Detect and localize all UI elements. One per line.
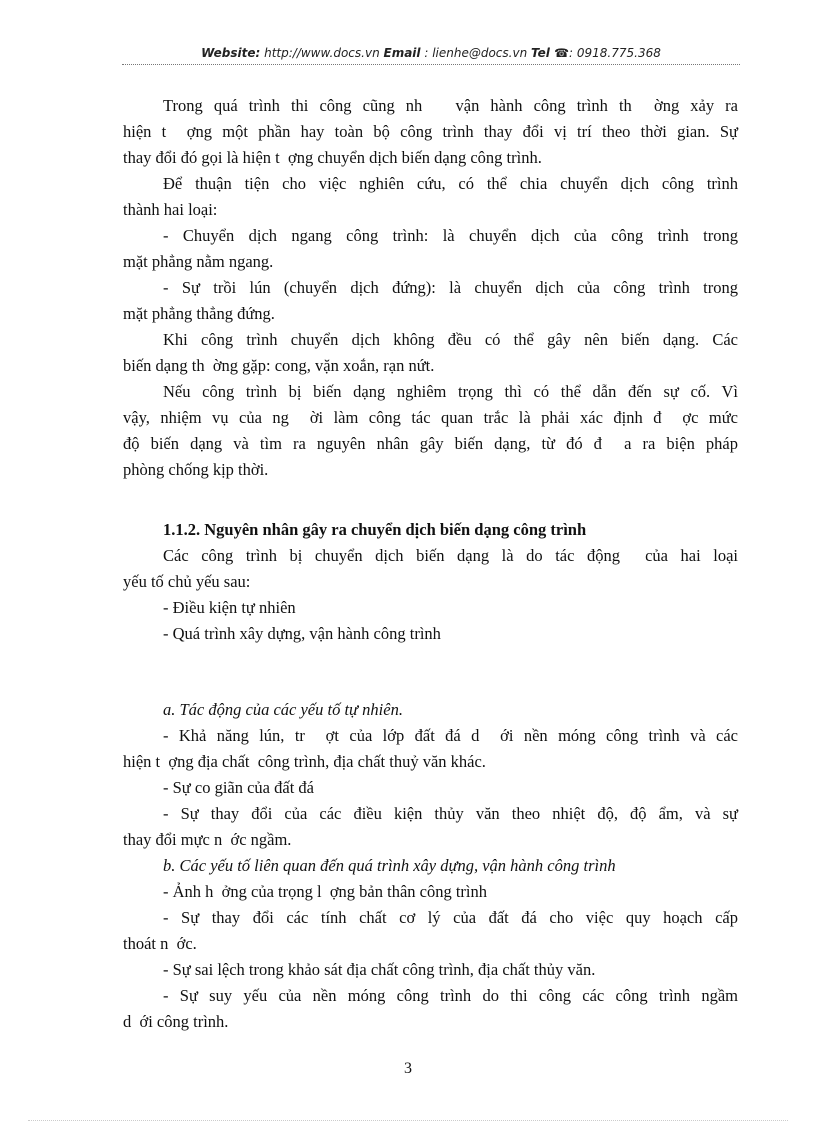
text-line: - Ảnh h ởng của trọng l ợng bản thân công trình: [163, 882, 488, 901]
document-body: [123, 93, 738, 1035]
text-line: mặt phẳng thẳng đứng.: [123, 304, 275, 323]
text-line: hiện t ợng một phần hay toàn bộ công trình thay đổi vị trí theo thời gian. Sự: [123, 122, 738, 141]
spacer: [163, 647, 738, 697]
text-line: yếu tố chủ yếu sau:: [123, 572, 251, 591]
text-line: Trong quá trình thi công cũng nh vận hành công trình th ờng xảy ra: [163, 96, 738, 115]
text-line: thành hai loại:: [123, 200, 218, 219]
text-line: - Sự suy yếu của nền móng công trình do thi công các công trình ngầm: [163, 986, 738, 1005]
paragraph-block-4: [123, 879, 738, 1035]
text-line: Để thuận tiện cho việc nghiên cứu, có thể chia chuyển dịch công trình: [163, 174, 738, 193]
text-line: Khi công trình chuyển dịch không đều có thể gây nên biến dạng. Các: [163, 330, 738, 349]
section-heading: 1.1.2. Nguyên nhân gây ra chuyển dịch biến dạng công trình: [163, 520, 587, 539]
text-line: thay đổi mực n ớc ngầm.: [123, 830, 292, 849]
text-line: - Khả năng lún, tr ợt của lớp đất đá d ới nền móng công trình và các: [163, 726, 738, 745]
text-line: độ biến dạng và tìm ra nguyên nhân gây biến dạng, từ đó đ a ra biện pháp: [123, 434, 738, 453]
email-value: : lienhe@docs.vn: [420, 46, 531, 60]
text-line: phòng chống kịp thời.: [123, 460, 269, 479]
page-number: 3: [404, 1060, 412, 1077]
footer-divider: [28, 1120, 788, 1121]
text-line: - Quá trình xây dựng, vận hành công trình: [163, 624, 441, 643]
text-line: - Sự trồi lún (chuyển dịch đứng): là chuyển dịch của công trình trong: [163, 278, 738, 297]
tel-label: Tel ☎: [531, 46, 570, 60]
paragraph-block-2: [123, 543, 738, 647]
page-header: [122, 46, 740, 60]
email-label: Email: [383, 46, 421, 60]
text-line: - Sự sai lệch trong khảo sát địa chất công trình, địa chất thủy văn.: [163, 960, 596, 979]
text-line: - Sự thay đổi của các điều kiện thủy văn theo nhiệt độ, độ ẩm, và sự: [163, 804, 738, 823]
website-value: http://www.docs.vn: [260, 46, 384, 60]
text-line: vậy, nhiệm vụ của ng ời làm công tác quan trắc là phải xác định đ ợc mức: [123, 408, 738, 427]
text-line: Nếu công trình bị biến dạng nghiêm trọng thì có thể dẫn đến sự cố. Vì: [163, 382, 738, 401]
subheading-a: a. Tác động của các yếu tố tự nhiên.: [163, 700, 403, 719]
paragraph-block-3: [123, 723, 738, 853]
subheading-b: b. Các yếu tố liên quan đến quá trình xây dựng, vận hành công trình: [163, 856, 616, 875]
text-line: mặt phẳng nằm ngang.: [123, 252, 274, 271]
header-divider: [122, 64, 740, 65]
text-line: - Sự thay đổi các tính chất cơ lý của đất đá cho việc quy hoạch cấp: [163, 908, 738, 927]
text-line: Các công trình bị chuyển dịch biến dạng là do tác động của hai loại: [163, 546, 738, 565]
text-line: thay đổi đó gọi là hiện t ợng chuyển dịch biến dạng công trình.: [123, 148, 542, 167]
text-line: d ới công trình.: [123, 1012, 229, 1031]
tel-value: : 0918.775.368: [569, 46, 661, 60]
paragraph-block-1: [123, 93, 738, 483]
website-label: Website:: [201, 46, 261, 60]
text-line: thoát n ớc.: [123, 934, 197, 953]
text-line: - Chuyển dịch ngang công trình: là chuyển dịch của công trình trong: [163, 226, 738, 245]
text-line: hiện t ợng địa chất công trình, địa chất thuỷ văn khác.: [123, 752, 486, 771]
text-line: - Điều kiện tự nhiên: [163, 598, 296, 617]
text-line: biến dạng th ờng gặp: cong, vặn xoắn, rạn nứt.: [123, 356, 435, 375]
text-line: - Sự co giãn của đất đá: [163, 778, 314, 797]
